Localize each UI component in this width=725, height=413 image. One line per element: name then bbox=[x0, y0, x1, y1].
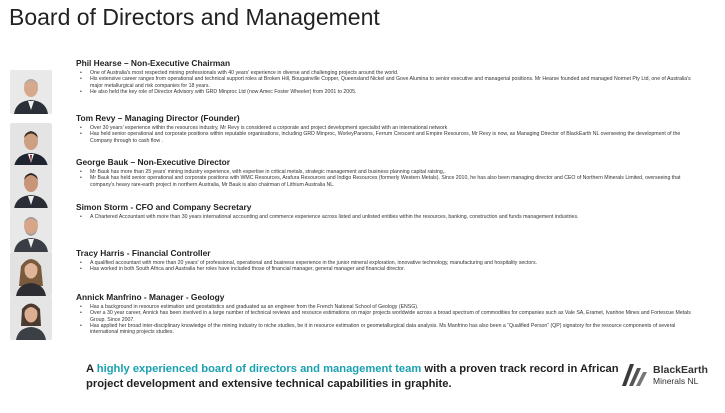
bio-bullet: • Mr Bauk has held senior operational and corporate positions with WMC Resources, Arafura Resources and Indigo Resources (formerly Western Metals). Since 2010, he has also been managing director and CEO of Northern Minerals Limited, overseeing that company's heavy rare-earth project in northern Australia, Mr Bauk is also chairman of Lithium Australia NL. bbox=[80, 175, 698, 188]
summary-rest: with a proven track record in African project development and extensive technical capabilities in graphite. bbox=[86, 363, 619, 390]
bio-bullet: • Has worked in both South Africa and Australia her roles have included those of financial manager, general manager and financial director. bbox=[80, 266, 698, 272]
logo-subtitle: Minerals NL bbox=[653, 376, 699, 386]
bio-bullet: • Mr Bauk has more than 25 years' mining industry experience, with expertise in critical metals, strategic management and business planning capital raising,. bbox=[80, 169, 698, 175]
page-title: Board of Directors and Management bbox=[9, 4, 380, 30]
company-logo bbox=[620, 358, 720, 394]
person-bio bbox=[80, 260, 698, 273]
person-name: Simon Storm - CFO and Company Secretary bbox=[76, 202, 252, 212]
bio-bullet: • A Chartered Accountant with more than 30 years international accounting and commerce experience across listed and unlisted entities within the resources, banking, construction and funds management industries. bbox=[80, 214, 698, 220]
person-bio bbox=[80, 214, 698, 220]
person-name: Annick Manfrino - Manager - Geology bbox=[76, 292, 225, 302]
bio-bullet: • Has held senior operational and corporate positions within reputable organisations, including GRD Minproc, WorleyParsons, Ferrum Crescent and Empire Resources, Mr Revy is now, as Managing Director of BlackEarth NL overseeing the development of the Company through to cash flow . bbox=[80, 131, 698, 144]
bio-bullet: • He also held the key role of Director Advisory with GRD Minproc Ltd (now Amec Foster Wheeler) from 2001 to 2005. bbox=[80, 89, 698, 95]
portrait-photo bbox=[10, 296, 52, 340]
bio-bullet: • Has applied her broad inter-disciplinary knowledge of the mining industry to niche studies, be it in resource estimation or geometallurgical data analysis. Ms Manfrino has also been a “Qualified Person” (QP) signatory for the resource components of several international mining projects studies. bbox=[80, 323, 698, 336]
bio-bullet: • His extensive career ranges from operational and technical support roles at Broken Hill, Bougainville Copper, Queensland Nickel and Gove Alumina to senior executive and managerial positions. Mr Hearse founded and managed Normet Pty Ltd, one of Australia's major metallurgical and risk companies for 18 years. bbox=[80, 76, 698, 89]
person-name: Phil Hearse – Non-Executive Chairman bbox=[76, 58, 231, 68]
summary-lead: A bbox=[86, 363, 97, 375]
summary-statement bbox=[86, 362, 626, 392]
person-bio bbox=[80, 125, 698, 144]
person-bio bbox=[80, 169, 698, 188]
portrait-photo bbox=[10, 70, 52, 114]
bio-bullet: • One of Australia's most respected mining professionals with 40 years' experience in diverse and challenging projects around the world. bbox=[80, 70, 698, 76]
bio-bullet: • Has a background in resource estimation and geostatistics and graduated as an engineer from the French National School of Geology (ENSG). bbox=[80, 304, 698, 310]
person-name: Tom Revy – Managing Director (Founder) bbox=[76, 113, 240, 123]
bio-bullet: • A qualified accountant with more than 20 years' of professional, operational and business experience in the junior mineral exploration, innovative technology, manufacturing and hospitality sectors. bbox=[80, 260, 698, 266]
portrait-photo bbox=[10, 252, 52, 296]
logo-name: BlackEarth bbox=[653, 364, 708, 376]
portrait-photo bbox=[10, 165, 52, 209]
person-name: Tracy Harris - Financial Controller bbox=[76, 248, 211, 258]
blackearth-logo-icon bbox=[620, 360, 650, 390]
bio-bullet: • Over a 30 year career, Annick has been involved in a large number of technical reviews and resource estimations on major projects worldwide across a broad spectrum of commodities for companies such as Vale SA, Eramet, Ivanhoe Mines and Fortescue Metals Group. Since 2007. bbox=[80, 310, 698, 323]
person-bio bbox=[80, 70, 698, 95]
bio-bullet: • Over 30 years' experience within the resources industry, Mr Revy is considered a corporate and project development specialist with an international network bbox=[80, 125, 698, 131]
person-name: George Bauk – Non-Executive Director bbox=[76, 157, 231, 167]
person-bio bbox=[80, 304, 698, 335]
portrait-photo bbox=[10, 123, 52, 167]
summary-highlight: highly experienced board of directors and management team bbox=[96, 363, 422, 375]
portrait-photo bbox=[10, 208, 52, 252]
